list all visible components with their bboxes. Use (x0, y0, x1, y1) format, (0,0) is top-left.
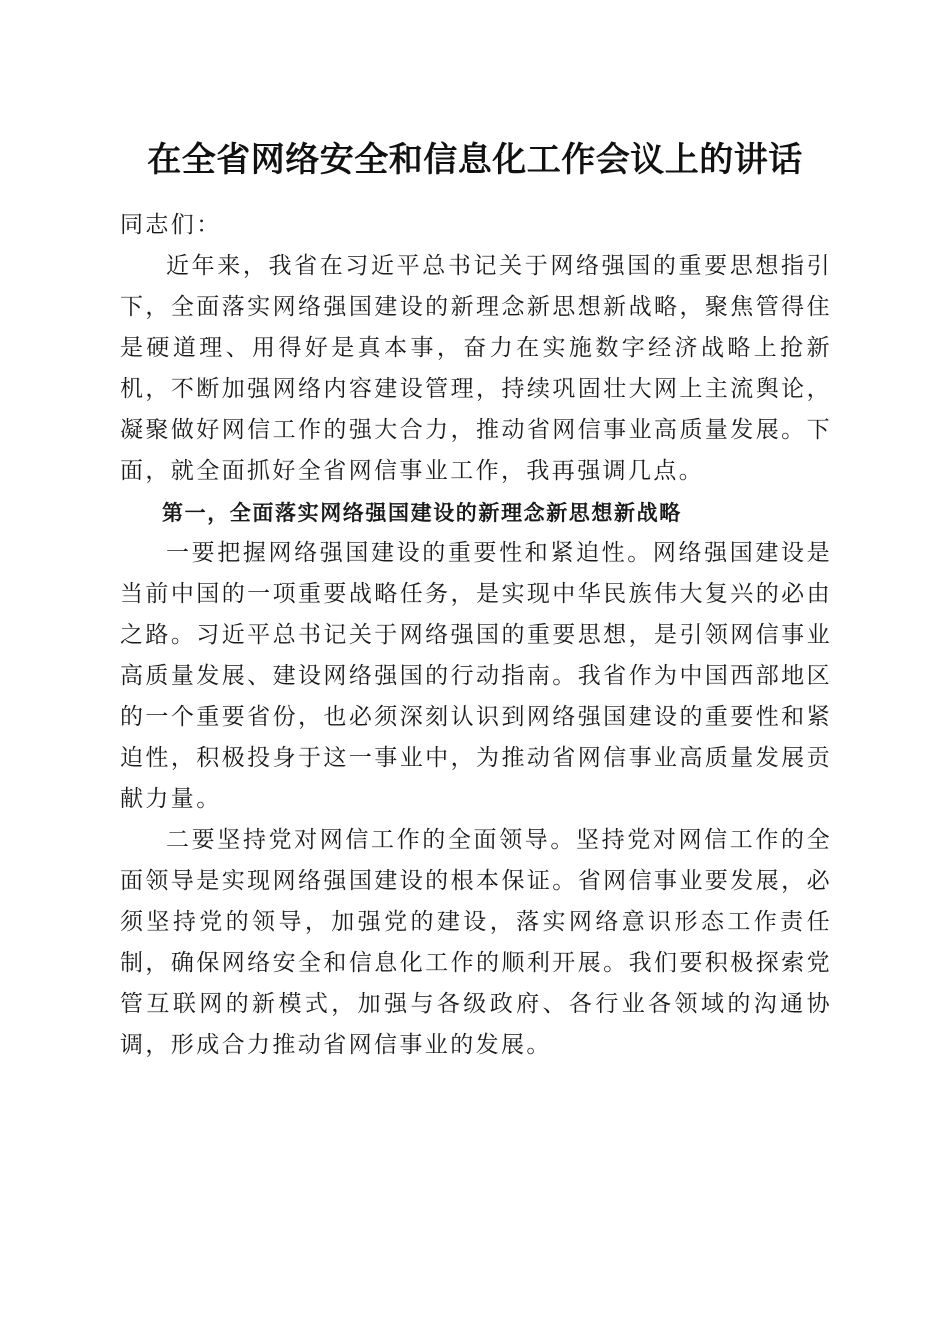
document-title: 在全省网络安全和信息化工作会议上的讲话 (147, 140, 803, 180)
paragraph-intro: 近年来，我省在习近平总书记关于网络强国的重要思想指引下，全面落实网络强国建设的新理念新思想新战略，聚焦管得住是硬道理、用得好是真本事，奋力在实施数字经济战略上抢新机，不断加强网络内容建设管理，持续巩固壮大网上主流舆论，凝聚做好网信工作的强大合力，推动省网信事业高质量发展。下面，就全面抓好全省网信事业工作，我再强调几点。 (120, 253, 832, 484)
salutation: 同志们： (120, 212, 222, 238)
document-body (120, 205, 832, 1066)
section-heading-first: 第一，全面落实网络强国建设的新理念新思想新战略 (162, 500, 682, 525)
paragraph-point-two: 二要坚持党对网信工作的全面领导。坚持党对网信工作的全面领导是实现网络强国建设的根本保证。省网信事业要发展，必须坚持党的领导，加强党的建设，落实网络意识形态工作责任制，确保网络安全和信息化工作的顺利开展。我们要积极探索党管互联网的新模式，加强与各级政府、各行业各领域的沟通协调，形成合力推动省网信事业的发展。 (120, 827, 832, 1058)
paragraph-point-one: 一要把握网络强国建设的重要性和紧迫性。网络强国建设是当前中国的一项重要战略任务，是实现中华民族伟大复兴的必由之路。习近平总书记关于网络强国的重要思想，是引领网信事业高质量发展、建设网络强国的行动指南。我省作为中国西部地区的一个重要省份，也必须深刻认识到网络强国建设的重要性和紧迫性，积极投身于这一事业中，为推动省网信事业高质量发展贡献力量。 (120, 540, 832, 812)
